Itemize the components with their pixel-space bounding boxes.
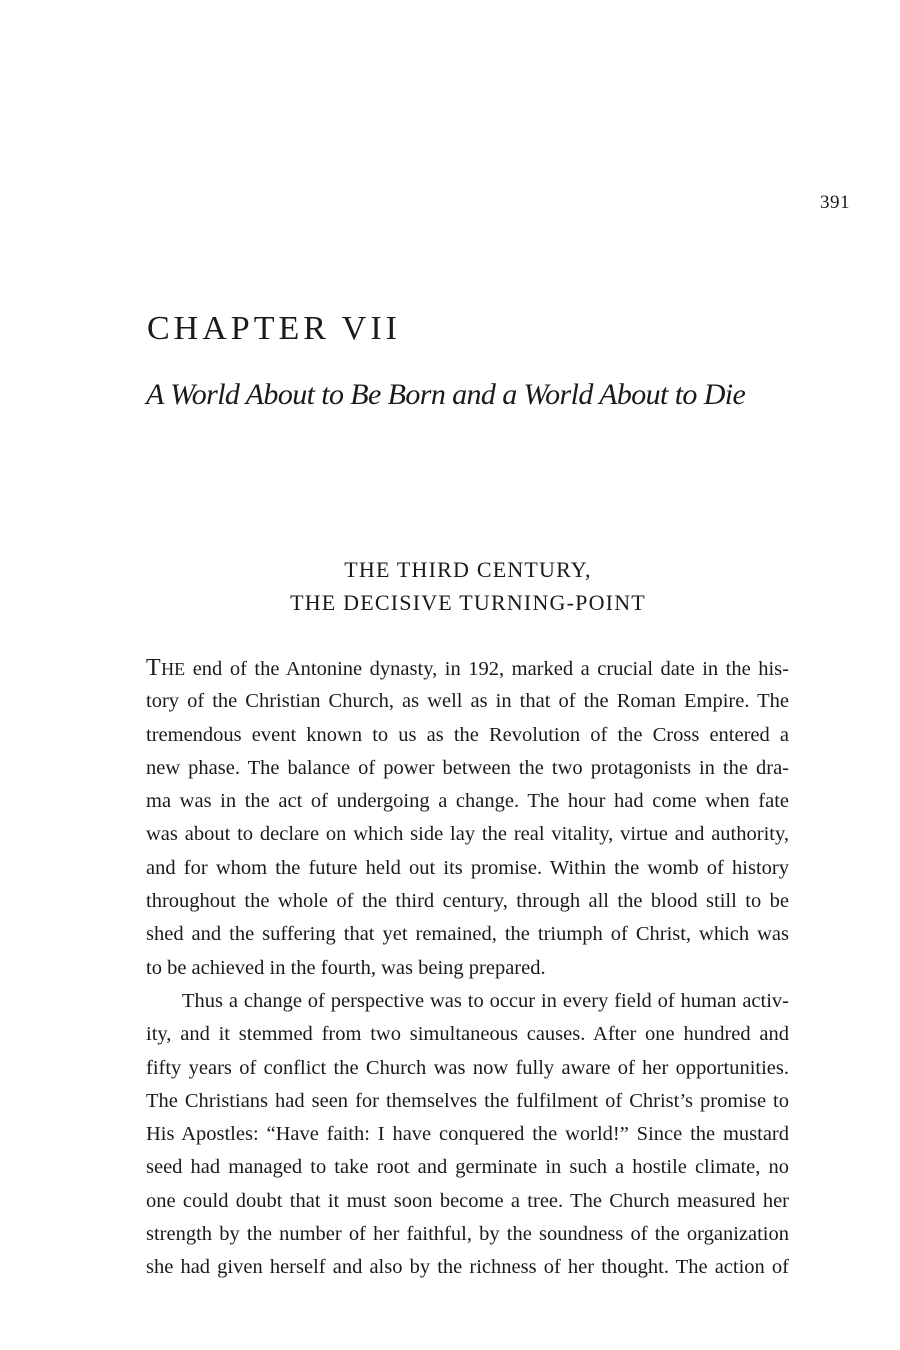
text-line: tremendous event known to us as the Revolution of the Cross entered a	[146, 723, 789, 746]
text-line: and for whom the future held out its promise. Within the womb of history	[146, 856, 789, 879]
text-line: ma was in the act of undergoing a change. The hour had come when fate	[146, 790, 789, 813]
line-text: end of the Antonine dynasty, in 192, marked a crucial date in the his-	[185, 658, 789, 680]
section-heading-line-2: THE DECISIVE TURNING-POINT	[290, 590, 646, 615]
text-line: throughout the whole of the third century, through all the blood still to be	[146, 890, 789, 913]
lead-smallcaps: HE	[161, 659, 186, 679]
text-line: was about to declare on which side lay the real vitality, virtue and authority,	[146, 823, 789, 846]
chapter-label: CHAPTER VII	[147, 310, 401, 347]
text-line	[146, 652, 789, 685]
text-line: one could doubt that it must soon become a tree. The Church measured her	[146, 1189, 789, 1212]
text-line: strength by the number of her faithful, by the soundness of the organization	[146, 1223, 789, 1246]
text-line: to be achieved in the fourth, was being prepared.	[146, 956, 546, 979]
text-line: she had given herself and also by the richness of her thought. The action of	[146, 1256, 789, 1279]
text-line: new phase. The balance of power between the two protagonists in the dra-	[146, 756, 789, 779]
text-line: tory of the Christian Church, as well as in that of the Roman Empire. The	[146, 690, 789, 713]
section-heading-line-1: THE THIRD CENTURY,	[344, 557, 592, 582]
section-heading	[146, 553, 790, 619]
body-text	[146, 652, 789, 1285]
text-line: ity, and it stemmed from two simultaneous causes. After one hundred and	[146, 1023, 789, 1046]
text-line: Thus a change of perspective was to occur in every field of human activ-	[182, 989, 789, 1012]
text-line: His Apostles: “Have faith: I have conquered the world!” Since the mustard	[146, 1123, 789, 1146]
text-line: seed had managed to take root and germinate in such a hostile climate, no	[146, 1156, 789, 1179]
text-line: shed and the suffering that yet remained, the triumph of Christ, which was	[146, 923, 789, 946]
lead-initial: T	[146, 655, 162, 681]
paragraph-1	[146, 652, 789, 985]
chapter-title: A World About to Be Born and a World About to Die	[146, 378, 746, 411]
text-line: The Christians had seen for themselves the fulfilment of Christ’s promise to	[146, 1089, 789, 1112]
text-line: fifty years of conflict the Church was now fully aware of her opportunities.	[146, 1056, 789, 1079]
page-number: 391	[820, 192, 850, 213]
paragraph-2	[146, 985, 789, 1285]
